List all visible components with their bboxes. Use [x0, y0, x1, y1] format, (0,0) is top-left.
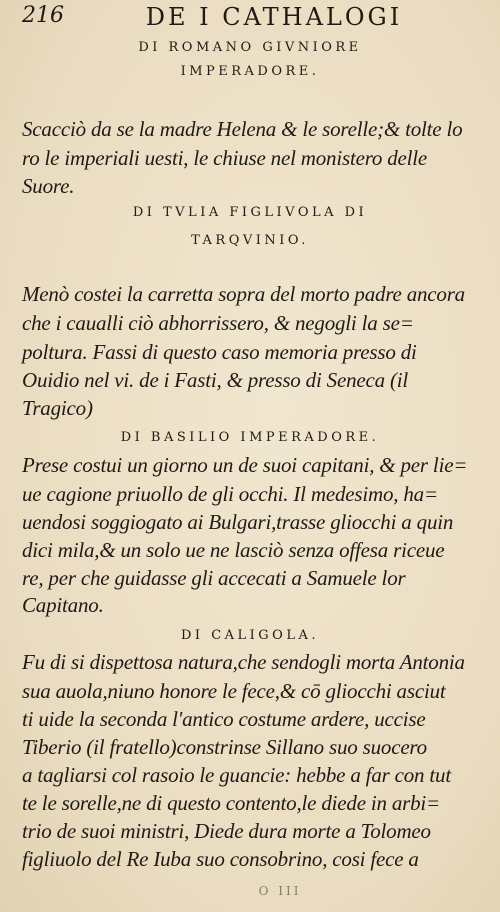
text-line: che i caualli ciò abhorrissero, & negogli la se=: [22, 311, 414, 335]
text-line: uendosi soggiogato ai Bulgari,trasse gliocchi a quin: [22, 510, 454, 534]
text-line: te le sorelle,ne di questo contento,le diede in arbi=: [22, 791, 441, 815]
section-heading: DI ROMANO GIVNIORE: [138, 40, 362, 55]
text-line: Fu di si dispettosa natura,che sendogli morta Antonia: [22, 650, 465, 674]
text-line: Menò costei la carretta sopra del morto padre ancora: [22, 282, 465, 306]
section-heading: IMPERADORE.: [180, 64, 320, 79]
running-title: DE I CATHALOGI: [145, 3, 403, 31]
text-line: poltura. Fassi di questo caso memoria presso di: [22, 340, 417, 364]
text-line: re, per che guidasse gli accecati a Samuele lor: [22, 566, 406, 590]
text-line: ti uide la seconda l'antico costume ardere, uccise: [22, 707, 426, 731]
section-heading: DI CALIGOLA.: [181, 628, 319, 643]
text-line: figliuolo del Re Iuba suo consobrino, cosi fece a: [22, 847, 419, 871]
text-line: ro le imperiali uesti, le chiuse nel monistero delle: [22, 146, 428, 170]
section-heading: DI TVLIA FIGLIVOLA DI: [132, 205, 368, 220]
text-line: a tagliarsi col rasoio le guancie: hebbe a far con tut: [22, 763, 451, 787]
text-line: Scacciò da se la madre Helena & le sorelle;& tolte lo: [22, 117, 463, 141]
catchword: O III: [258, 884, 302, 898]
text-line: Tragico): [22, 396, 93, 420]
text-line: trio de suoi ministri, Diede dura morte a Tolomeo: [22, 819, 431, 843]
text-line: dici mila,& un solo ue ne lasciò senza offesa riceue: [22, 538, 445, 562]
text-line: ue cagione priuollo de gli occhi. Il medesimo, ha=: [22, 482, 438, 506]
text-line: Ouidio nel vi. de i Fasti, & presso di Seneca (il: [22, 368, 409, 392]
text-line: Capitano.: [22, 593, 104, 617]
page-number: 216: [22, 3, 64, 28]
text-line: Suore.: [22, 174, 75, 198]
section-heading: DI BASILIO IMPERADORE.: [120, 430, 380, 445]
text-line: Tiberio (il fratello)constrinse Sillano suo suocero: [22, 735, 427, 759]
section-heading: TARQVINIO.: [191, 233, 309, 248]
text-line: sua auola,niuno honore le fece,& cō gliocchi asciut: [22, 679, 446, 703]
text-line: Prese costui un giorno un de suoi capitani, & per lie=: [22, 453, 468, 477]
